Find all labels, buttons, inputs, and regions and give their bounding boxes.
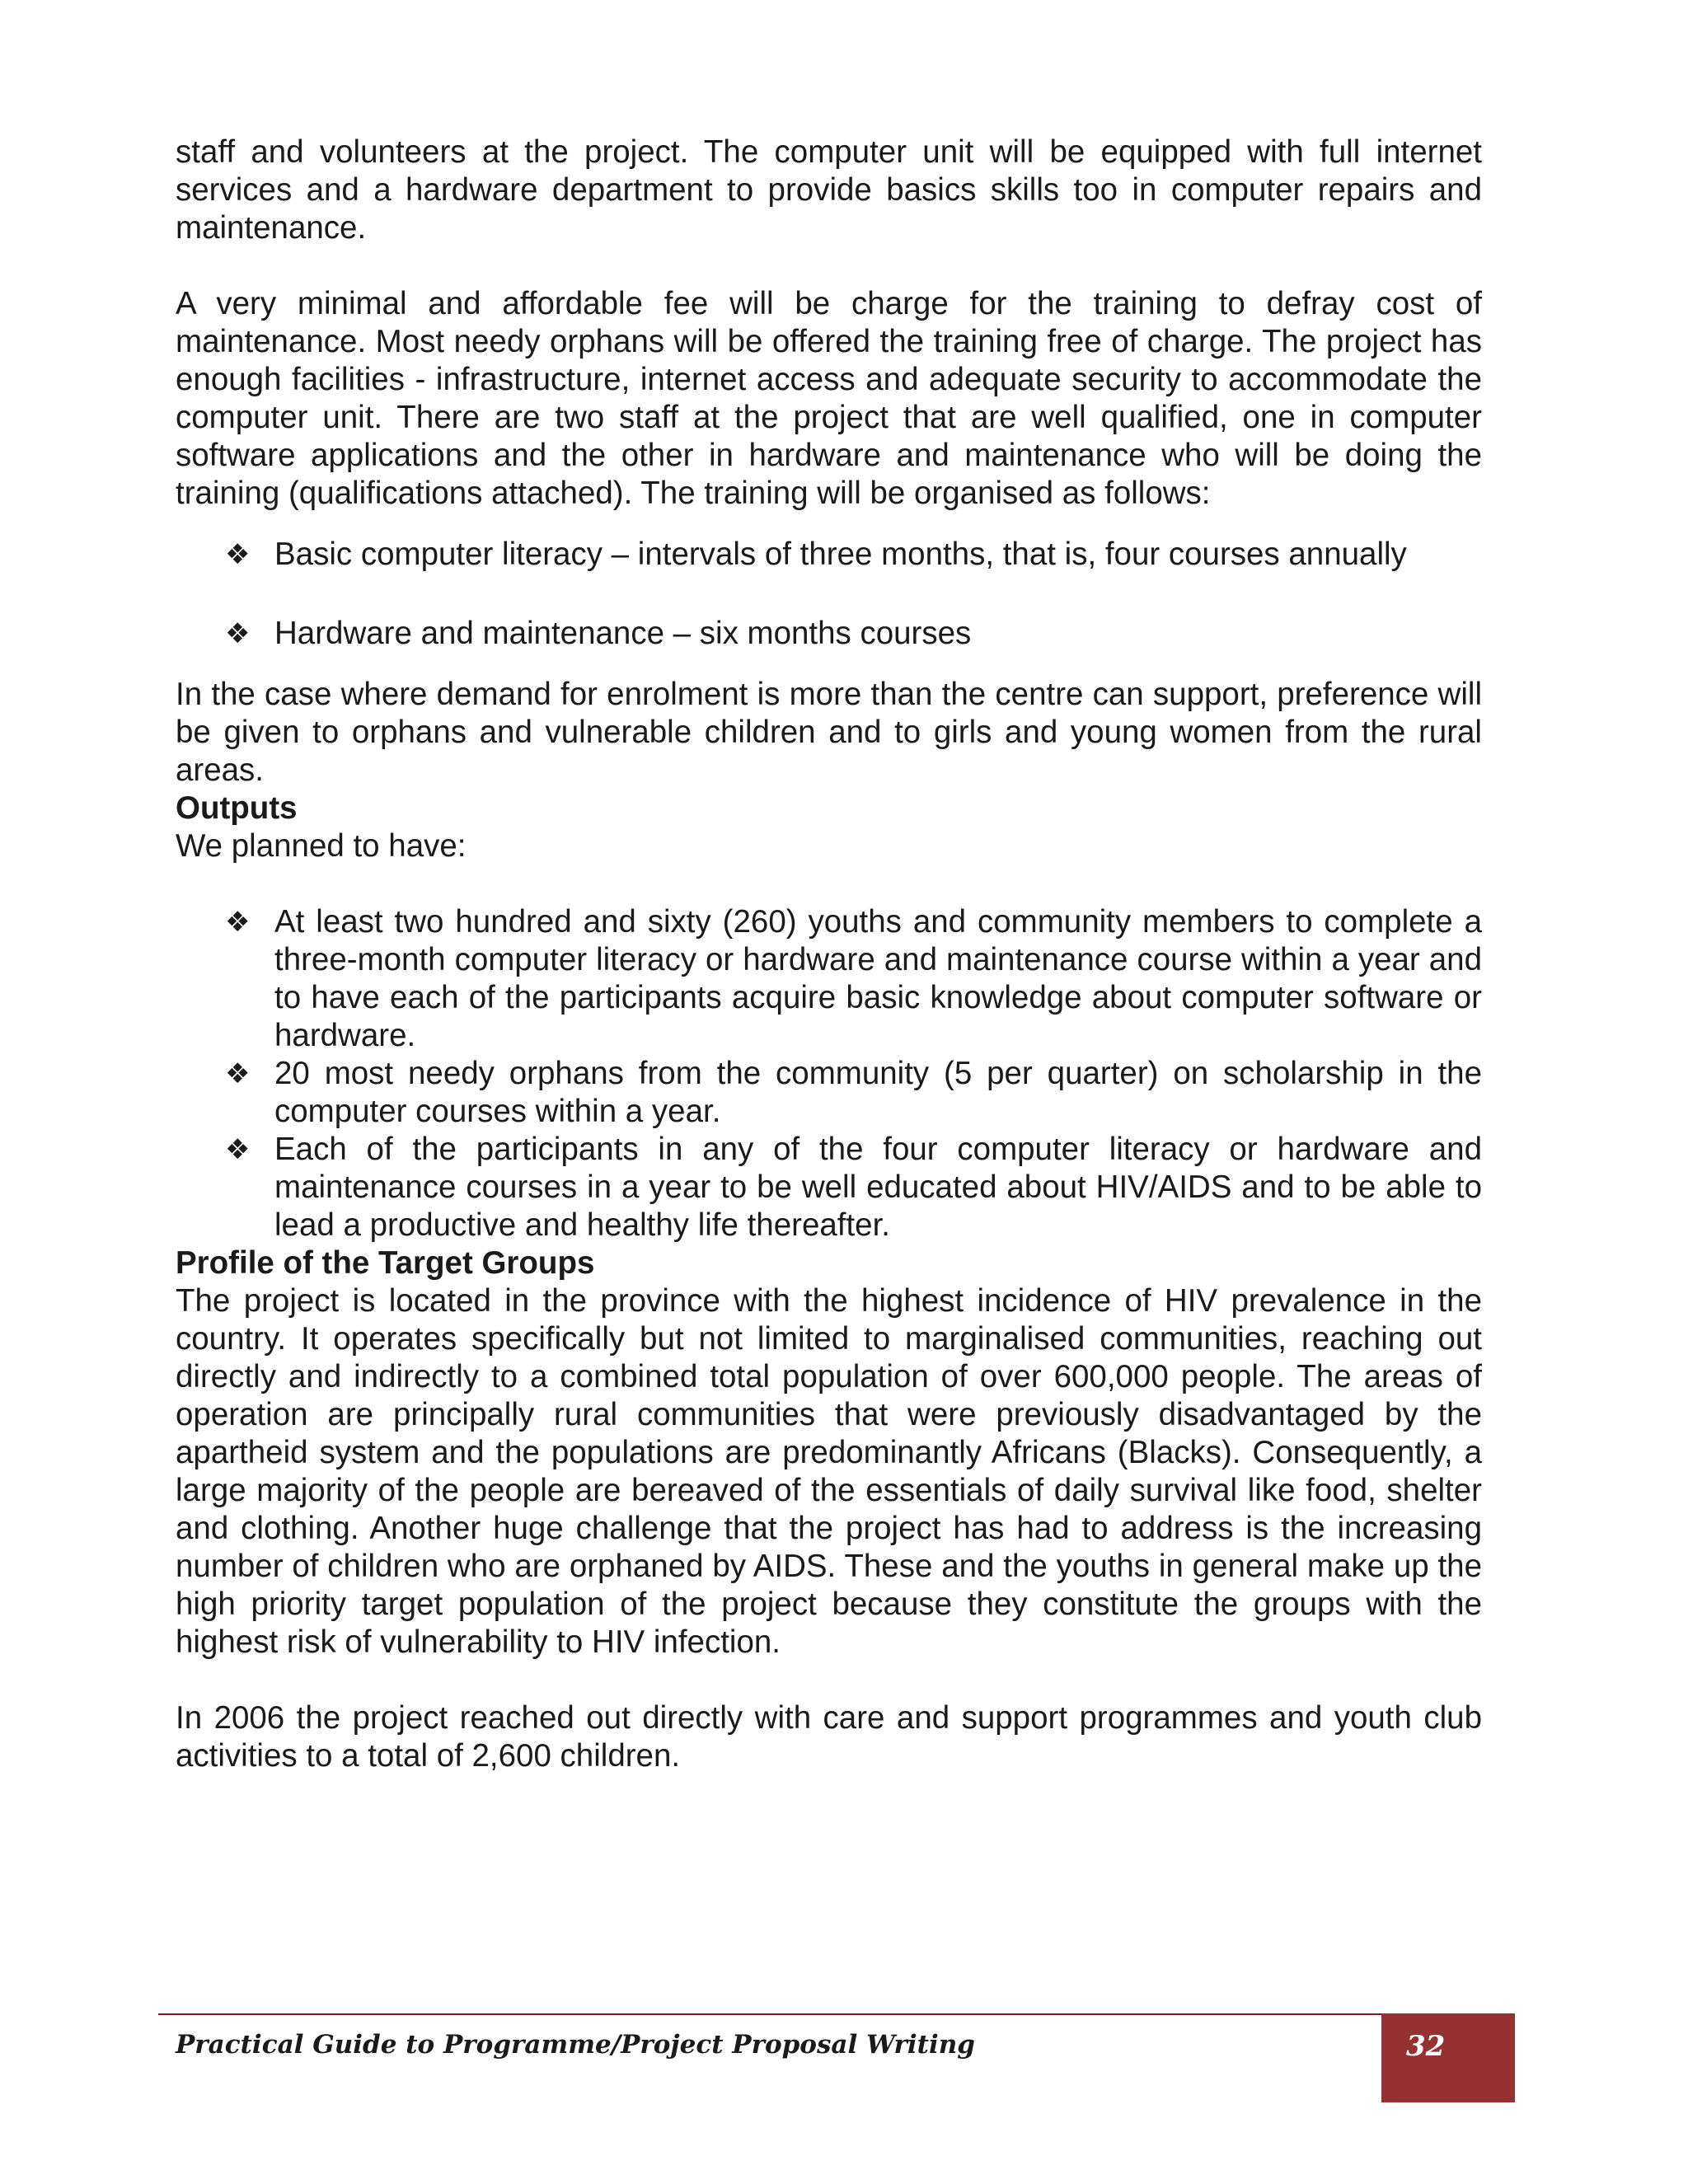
- paragraph-profile: The project is located in the province with the highest incidence of HIV prevalence in the country. It operates specifically but not limited to marginalised communities, reaching out directly and indirectly to a combined total population of over 600,000 people. The areas of operation are principally rural communities that were previously disadvantaged by the apartheid system and the populations are predominantly Africans (Blacks). Consequently, a large majority of the people are bereaved of the essentials of daily survival like food, shelter and clothing. Another huge challenge that the project has had to address is the increasing number of children who are orphaned by AIDS. These and the youths in general make up the high priority target population of the project because they constitute the groups with the highest risk of vulnerability to HIV infection.: [176, 1283, 1482, 1660]
- list-item: ❖ Hardware and maintenance – six months courses: [225, 616, 972, 651]
- diamond-bullet-icon: ❖: [225, 1133, 251, 1166]
- outputs-list: [176, 903, 1482, 1244]
- page-number-box: [1381, 2013, 1515, 2102]
- outputs-heading: Outputs: [176, 790, 298, 826]
- outputs-intro: We planned to have:: [176, 828, 467, 864]
- list-item: ❖ Each of the participants in any of the four computer literacy or hardware and maintenance courses in a year to be well educated about HIV/AIDS and to be able to lead a productive and healthy life thereafter.: [225, 1132, 1482, 1243]
- paragraph-intro: staff and volunteers at the project. The computer unit will be equipped with full internet services and a hardware department to provide basics skills too in computer repairs and maintenance.: [176, 134, 1482, 246]
- list-item: ❖ Basic computer literacy – intervals of three months, that is, four courses annually: [225, 537, 1407, 572]
- diamond-bullet-icon: ❖: [225, 617, 251, 650]
- paragraph-2006: In 2006 the project reached out directly with care and support programmes and youth club activities to a total of 2,600 children.: [176, 1700, 1482, 1774]
- diamond-bullet-icon: ❖: [225, 1057, 251, 1090]
- footer-title: Practical Guide to Programme/Project Proposal Writing: [176, 2030, 975, 2060]
- list-item: ❖ 20 most needy orphans from the community (5 per quarter) on scholarship in the computer courses within a year.: [225, 1056, 1482, 1129]
- diamond-bullet-icon: ❖: [225, 906, 251, 939]
- paragraph-fee: A very minimal and affordable fee will be charge for the training to defray cost of maintenance. Most needy orphans will be offered the training free of charge. The project has enough facilities - infrastructure, internet access and adequate security to accommodate the computer unit. There are two staff at the project that are well qualified, one in computer software applications and the other in hardware and maintenance who will be doing the training (qualifications attached). The training will be organised as follows:: [176, 286, 1482, 511]
- diamond-bullet-icon: ❖: [225, 538, 251, 571]
- footer-divider: [158, 2013, 1381, 2015]
- paragraph-enrolment: In the case where demand for enrolment is more than the centre can support, preference will be given to orphans and vulnerable children and to girls and young women from the rural areas.: [176, 677, 1482, 788]
- page-number: 32: [1406, 2030, 1446, 2063]
- list-item: ❖ At least two hundred and sixty (260) youths and community members to complete a three-month computer literacy or hardware and maintenance course within a year and to have each of the participants acquire basic knowledge about computer software or hardware.: [225, 904, 1482, 1053]
- profile-heading: Profile of the Target Groups: [176, 1245, 595, 1281]
- document-body: [176, 134, 1482, 1775]
- training-list: [176, 536, 1482, 653]
